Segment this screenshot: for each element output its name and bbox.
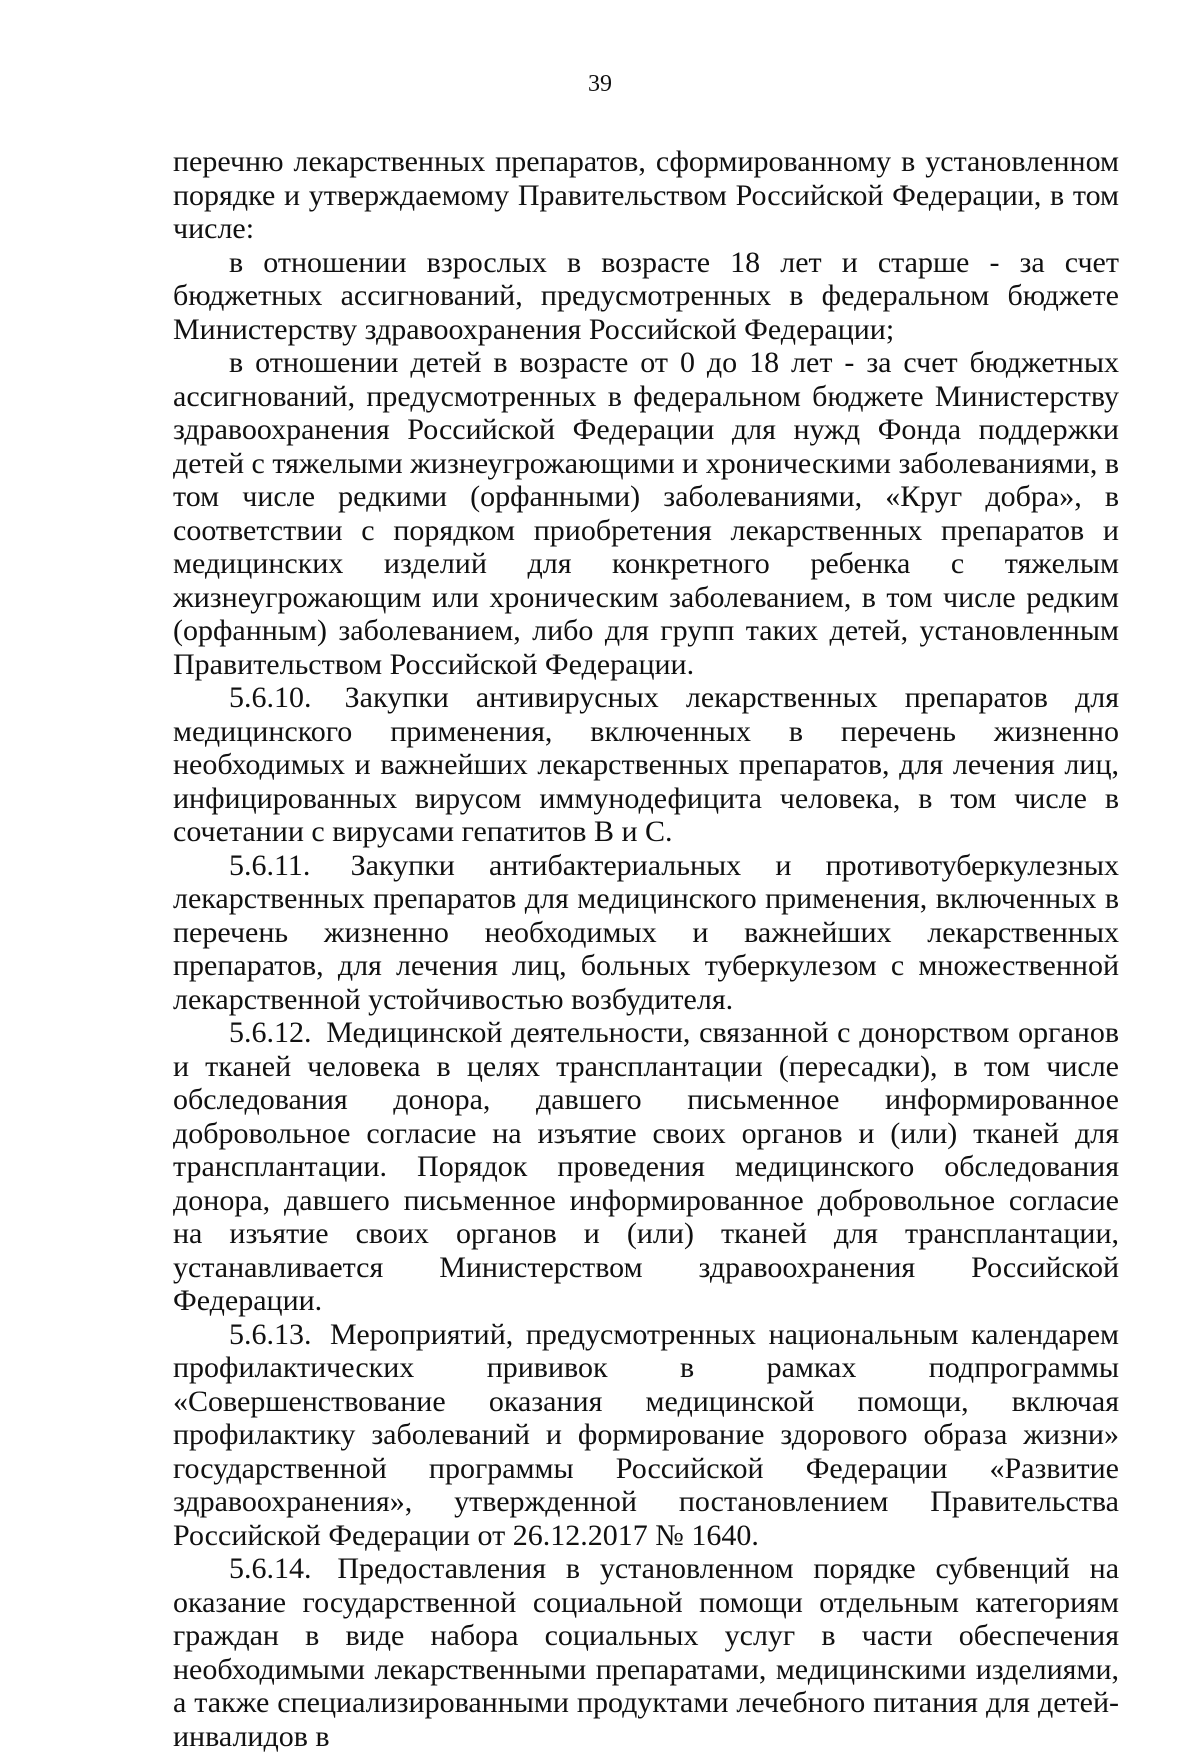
paragraph-text: Мероприятий, предусмотренных национальным календарем профилактических прививок в рамках подпрограммы «Совершенствование оказания медицинской помощи, включая профилактику заболеваний и формирование здорового образа жизни» государственной программы Российской Федерации «Развитие здравоохранения», утвержденной постановлением Правительства Российской Федерации от 26.12.2017 № 1640. — [173, 1317, 1119, 1552]
paragraph-text: перечню лекарственных препаратов, сформированному в установленном порядке и утверждаемому Правительством Российской Федерации, в том числе: — [173, 145, 1119, 245]
paragraph-text: Закупки антибактериальных и противотуберкулезных лекарственных препаратов для медицинского применения, включенных в перечень жизненно необходимых и важнейших лекарственных препаратов, для лечения лиц, больных туберкулезом с множественной лекарственной устойчивостью возбудителя. — [173, 848, 1120, 1016]
paragraph-text: Закупки антивирусных лекарственных препаратов для медицинского применения, включенных в перечень жизненно необходимых и важнейших лекарственных препаратов, для лечения лиц, инфицированных вирусом иммунодефицита человека, в том числе в сочетании с вирусами гепатитов В и С. — [173, 681, 1119, 848]
clause-number: 5.6.11. — [229, 848, 311, 882]
paragraph-text: Медицинской деятельности, связанной с донорством органов и тканей человека в целях трансплантации (пересадки), в том числе обследования донора, давшего письменное информированное добровольное согласие на изъятие своих органов и (или) тканей для трансплантации. Порядок проведения медицинского обследования донора, давшего письменное информированное добровольное согласие на изъятие своих органов и (или) тканей для трансплантации, устанавливается Министерством здравоохранения Российской Федерации. — [173, 1016, 1120, 1317]
paragraph-children — [173, 346, 1119, 681]
clause-number: 5.6.14. — [229, 1552, 312, 1585]
document-body — [173, 145, 1119, 1753]
clause-number: 5.6.10. — [229, 681, 312, 714]
paragraph-adults — [173, 246, 1119, 347]
paragraph-text: Предоставления в установленном порядке субвенций на оказание государственной социальной помощи отдельным категориям граждан в виде набора социальных услуг в части обеспечения необходимыми лекарственными препаратами, медицинскими изделиями, а также специализированными продуктами лечебного питания для детей-инвалидов в — [173, 1552, 1120, 1753]
clause-5-6-14 — [173, 1552, 1119, 1753]
clause-number: 5.6.13. — [229, 1317, 312, 1351]
paragraph-text: в отношении детей в возрасте от 0 до 18 лет - за счет бюджетных ассигнований, предусмотренных в федеральном бюджете Министерству здравоохранения Российской Федерации для нужд Фонда поддержки детей с тяжелыми жизнеугрожающими и хроническими заболеваниями, в том числе редкими (орфанными) заболеваниями, «Круг добра», в соответствии с порядком приобретения лекарственных препаратов и медицинских изделий для конкретного ребенка с тяжелым жизнеугрожающим или хроническим заболеванием, в том числе редким (орфанным) заболеванием, либо для групп таких детей, установленным Правительством Российской Федерации. — [173, 346, 1119, 681]
page-number: 39 — [588, 71, 612, 97]
clause-5-6-10 — [173, 681, 1119, 849]
clause-5-6-12 — [173, 1016, 1119, 1318]
clause-5-6-13 — [173, 1318, 1119, 1553]
clause-number: 5.6.12. — [229, 1016, 312, 1049]
paragraph-text: в отношении взрослых в возрасте 18 лет и старше - за счет бюджетных ассигнований, предусмотренных в федеральном бюджете Министерству здравоохранения Российской Федерации; — [173, 245, 1119, 346]
clause-5-6-11 — [173, 849, 1119, 1017]
paragraph-continuation — [173, 145, 1119, 246]
